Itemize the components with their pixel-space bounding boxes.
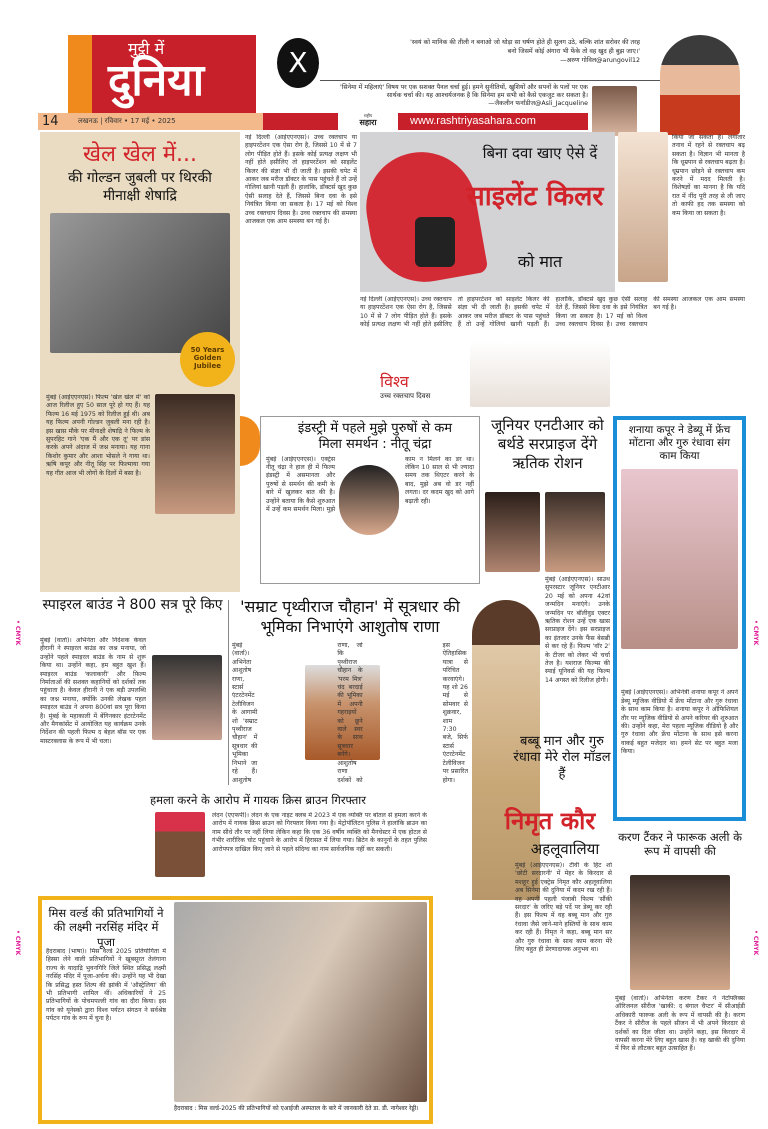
tweet-author: —अरुण गोविल@arungovil12 xyxy=(560,57,640,64)
khel-subtitle: की गोल्डन जुबली पर थिरकी मीनाक्षी शेषाद्रि xyxy=(68,170,212,204)
nimrat-name2: अहलूवालिया xyxy=(530,840,600,858)
jacqueline-photo xyxy=(592,86,637,136)
tweet-text: 'सिनेमा में महिलाएं' विषय पर एक सशक्त पैनल चर्चा हुई। हमने सुनीतियों, खुशियों और सपनों के पलों पर एक सार्थक चर्चा की। यह आश्चर्यजनक है कि सिनेमा हम सभी को कैसे एकजुट कर सकता है। xyxy=(340,84,588,99)
tag-world: विश्व xyxy=(380,372,409,391)
missworld-photo xyxy=(174,902,427,1102)
tweet-author: —जैकलीन फर्नांडीज@Asli_Jacqueline xyxy=(488,100,588,107)
silent-body-2: किया जा सकता है। लगातार तनाव में रहने से रक्तचाप बढ़ सकता है। विज्ञान भी मानता है कि धूम्रपान से रक्तचाप बढ़ता है। धूम्रपान छोड़ने से रक्तचाप कम करने में मदद मिलती है। विशेषज्ञों का मानना है कि यदि रात में नींद पूरी तरह से ली जाए तो काफी हद तक समस्या को कम किया जा सकता है। xyxy=(672,134,745,217)
ashutosh-body: मुंबई (वार्ता)। अभिनेता आशुतोष राणा, स्टार्स एंटरटेनमेंट टेलीविजन के आगामी शो 'सम्राट पृथ्वीराज चौहान' में सूत्रधार की भूमिका निभाने जा रहे हैं। आशुतोष राणा, जो कि पृथ्वीराज चौहान के 'परम मित्र' चंद बरदाई की भूमिका में अपनी गहराइयों को छूने वाले स्वर के साथ सूत्रधार बनेंगे। आशुतोष राणा दर्शकों को इस ऐतिहासिक यात्रा से परिचित करवाएंगे। यह शो 26 मई से सोमवार से शुक्रवार, शाम 7:30 बजे, सिर्फ स्टार्स एंटरटेनमेंट टेलीविजन पर प्रसारित होगा। xyxy=(232,642,468,784)
missworld-title: मिस वर्ल्ड की प्रतिभागियों ने की लक्ष्मी नरसिंह मंदिर में पूजा xyxy=(48,906,164,949)
brand-box xyxy=(338,113,398,130)
cmyk-mark: • CMYK xyxy=(752,930,759,956)
masthead-orange-strip xyxy=(68,35,92,113)
chris-title: हमला करने के आरोप में गायक क्रिस ब्राउन गिरफ्तार xyxy=(150,793,366,807)
x-logo: X xyxy=(277,38,319,88)
tweet-2 xyxy=(340,84,588,108)
silent-line2: साइलेंट किलर xyxy=(466,181,604,212)
masthead xyxy=(68,35,256,113)
khel-body: मुंबई (आईएएनएस)। फिल्म 'खेल खेल में' को आज रिलीज हुए 50 साल पूरे हो गए हैं। यह फिल्म 16 मई 1975 को रिलीज हुई थी। अब यह फिल्म अपनी गोल्डन जुबली मना रही है। इस खास मौके पर मीनाक्षी शेषाद्रि ने फिल्म के सुपरहिट गाने 'एक मैं और एक तू' पर डांस करके अपने अंदाज में जश्न मनाया। यह गाना किशोर कुमार और आशा भोसले ने गाया था। ऋषि कपूर और नीतू सिंह पर फिल्माया गया यह गीत आज भी लोगों के दिलों में बसा है। xyxy=(46,394,150,477)
dateline: लखनऊ | रविवार • 17 मई • 2025 xyxy=(78,117,176,125)
silent-body-1: नई दिल्ली (आईएएनएस)। उच्च रक्तचाप या हाइपरटेंशन एक ऐसा रोग है, जिससे 10 में से 7 लोग पीड़ित होते हैं। इसके कोई प्रत्यक्ष लक्षण भी नहीं होते इसीलिए तो हाइपरटेंशन को साइलेंट किलर की संज्ञा भी दी जाती है। इसकी चपेट में आकर जब मरीज डॉक्टर के पास पहुंचते हैं तो उन्हें गोलियां खानी पड़ती हैं। हालांकि, डॉक्टर्स खुद कुछ ऐसी सलाह देते हैं, जिससे बिना दवा के इसे नियंत्रित किया जा सकता है। 17 मई को विश्व उच्च रक्तचाप दिवस है। उच्च रक्तचाप की समस्या आजकल एक आम समस्या बन गई है। xyxy=(245,134,357,226)
silent-line1: बिना दवा खाए ऐसे दें xyxy=(482,144,598,162)
cmyk-mark: • CMYK xyxy=(14,620,21,646)
neetu-title: इंडस्ट्री में पहले मुझे पुरुषों से कम मिला समर्थन : नीतू चंद्रा xyxy=(297,421,453,453)
woman-exercise-photo xyxy=(618,132,668,282)
spiral-photo xyxy=(152,655,222,740)
spiral-body: मुंबई (वार्ता)। अभिनेता और निर्देशक केवल हीरानी ने स्पाइरल बाउंड का जश्न मनाया, जो उन्होंने पहले स्पाइरल बाउंड के नाम से शुरू किया था। उन्होंने कहा, हम बहुत खुश हैं। स्पाइरल बाउंड 'कलाकारी' और फ़िल्म निर्माताओं की सशक्त कहानियों को दर्शकों तक पहुंचाता है। केवल हीरानी ने एक बड़ी उपलब्धि का जश्न मनाया, क्योंकि उनकी लेखक पहल स्पाइरल बाउंड ने अपना 800वां सत्र पूरा किया है। मुंबई के महाकाली में बेंगिनकार इंटरटेनमेंट और मैगकांसेंट में आयोजित यह कार्यक्रम उनके निर्देशन की पहली फिल्म द बेहल बॉस पर एक मास्टरक्लास के रूप में भी चला। xyxy=(40,637,146,745)
missworld-caption: हैदराबाद : मिस वर्ल्ड-2025 की प्रतिभागियों को एआईजी अस्पताल के बारे में जानकारी देते डा. डी. नागेश्वर रेड्डी। xyxy=(174,1105,419,1112)
meenakshi-photo xyxy=(155,394,235,514)
golden-jubilee-badge: 50 Years Golden Jubilee xyxy=(180,332,235,387)
ntr-photo xyxy=(485,492,540,572)
khel-article xyxy=(40,132,240,592)
tag-hypertension-day: उच्च रक्तचाप दिवस xyxy=(380,392,431,400)
ntr-body: मुंबई (आईएएनएस)। साउथ सुपरस्टार जूनियर एनटीआर 20 मई को अपना 42वां जन्मदिन मनाएंगे। उनके जन्मदिन पर बॉलीवुड एक्टर ऋतिक रोशन उन्हें एक खास सरप्राइज देंगे। इस सरप्राइज का इंतजार उनके फैंस बेसब्री से कर रहे हैं। फिल्म 'वॉर 2' के टीजर को लेकर भी चर्चा तेज है। यशराज फिल्म्स की स्पाई यूनिवर्स की यह फिल्म 14 अगस्त को रिलीज होगी। xyxy=(545,576,610,684)
chris-body: लंदन (एएफपी)। लंदन के एक नाइट क्लब में 2023 में एक व्यक्ति पर बोतल से हमला करने के आरोप में गायक क्रिस ब्राउन को गिरफ्तार किया गया है। मेट्रोपॉलिटन पुलिस ने हालांकि ब्राउन का नाम सीधे तौर पर नहीं लिया लेकिन कहा कि एक 36 वर्षीय व्यक्ति को मैनचेस्टर में एक होटल से गंभीर शारीरिक चोट पहुंचाने के आरोप में हिरासत में लिया गया। ब्रिटेन के कानूनों के तहत पुलिस आरोपपत्र दाखिल किए जाने से पहले संदिग्ध का नाम सार्वजनिक नहीं कर सकती। xyxy=(212,812,427,853)
date-bar xyxy=(38,113,588,130)
silent-body-3: नई दिल्ली (आईएएनएस)। उच्च रक्तचाप या हाइपरटेंशन एक ऐसा रोग है, जिससे 10 में से 7 लोग पीड़ित होते हैं। इसके कोई प्रत्यक्ष लक्षण भी नहीं होते इसीलिए तो हाइपरटेंशन को साइलेंट किलर की संज्ञा भी दी जाती है। इसकी चपेट में आकर जब मरीज डॉक्टर के पास पहुंचते हैं तो उन्हें गोलियां खानी पड़ती हैं। हालांकि, डॉक्टर्स खुद कुछ ऐसी सलाह देते हैं, जिससे बिना दवा के इसे नियंत्रित किया जा सकता है। 17 मई को विश्व उच्च रक्तचाप दिवस है। उच्च रक्तचाप की समस्या आजकल एक आम समस्या बन गई है। xyxy=(360,296,745,329)
neetu-photo xyxy=(339,465,399,535)
yoga-photo xyxy=(470,342,610,407)
cmyk-mark: • CMYK xyxy=(752,620,759,646)
chris-brown-photo xyxy=(155,812,205,877)
page-number: 14 xyxy=(42,114,59,129)
world-day-tag xyxy=(380,370,430,401)
karan-title: करण टैंकर ने फारूक अली के रूप में वापसी की xyxy=(618,830,742,859)
hrithik-photo xyxy=(545,492,605,572)
karan-body: मुंबई (वार्ता)। अभिनेता करण टैंकर ने नेटफ्लिक्स ऑरिजनल सीरीज 'खाकी: द बंगाल चैप्टर' में सीआईडी अधिकारी फारूक अली के रूप में वापसी की है। करण टैंकर ने सीरीज के पहले सीजन में भी अपने किरदार से दर्शकों का दिल जीता था। उन्होंने कहा, इस किरदार में वापसी करना मेरे लिए बहुत खास है। वह खाकी की दुनिया में फिर से लौटकर बहुत उत्साहित हैं। xyxy=(615,995,745,1053)
column-divider xyxy=(228,600,229,785)
cmyk-mark: • CMYK xyxy=(14,930,21,956)
silent-line3: को मात xyxy=(517,252,563,271)
neetu-body: मुंबई (आईएएनएस)। एक्ट्रेस नीतू चंद्रा ने हाल ही में फिल्म इंडस्ट्री में असमानता और पुरुषों से समर्थन की कमी के बारे में खुलकर बात की है। उन्होंने बताया कि कैसे शुरुआत में उन्हें कम समर्थन मिला। मुझे काम न मिलने का डर था। लेकिन 10 साल से भी ज्यादा समय तक थिएटर करने के बाद, मुझे अब वो डर नहीं लगता। दर कदम खुद को आगे बढ़ाती रही। xyxy=(266,455,474,513)
spiral-title: स्पाइरल बाउंड ने 800 सत्र पूरे किए xyxy=(42,597,223,613)
shanaya-photo xyxy=(621,469,738,649)
masthead-small: मुट्ठी में xyxy=(128,39,165,58)
tweet-1 xyxy=(410,38,640,65)
karan-photo xyxy=(630,875,730,990)
ntr-title: जूनियर एनटीआर को बर्थडे सरप्राइज देंगे ऋतिक रोशन xyxy=(491,416,604,472)
nimrat-body: मुंबई (आईएएनएस)। टीवी के हिट शो 'छोटी सरदारनी' में मेहर के किरदार से मशहूर हुई एक्ट्रेस निमृत कौर अहलूवालिया अब सिनेमा की दुनिया में कदम रख रही हैं। वह अपनी पहली पंजाबी फिल्म 'सौंकी सरदार' के जरिए बड़े पर्दे पर डेब्यू कर रही हैं। इस फिल्म में वह बब्बू मान और गुरु रंधावा जैसे जाने-माने हस्तियों के साथ काम कर रही हैं। निमृत ने कहा, बब्बू मान सर और गुरु रंधावा के साथ काम करना मेरे लिए बहुत ही प्रेरणादायक अनुभव था। xyxy=(515,862,612,954)
shanaya-title: शनाया कपूर ने डेब्यू में फ्रेंच मोंटाना और गुरु रंधावा संग काम किया xyxy=(628,424,731,463)
nimrat-quote: बब्बू मान और गुरु रंधावा मेरे रोल मॉडल हैं xyxy=(513,734,611,782)
neetu-article xyxy=(260,416,480,584)
missworld-article xyxy=(38,896,433,1124)
brand-small: राष्ट्रीय xyxy=(363,113,373,118)
missworld-body: हैदराबाद (भाषा)। मिस वर्ल्ड 2025 प्रतियोगिता में हिस्सा लेने वाली प्रतिभागियों ने खूबसूरत तेलंगाना राज्य के यादाद्रि भुवनगिरि जिले स्थित प्रसिद्ध लक्ष्मी नरसिंह मंदिर में पूजा-अर्चना की। उन्होंने यह भी देखा कि प्रसिद्ध हस्त शिल्प की झांकी में 'ऑस्ट्रेलिया' की भी प्रतिभागी शामिल थीं। अधिकारियों ने 25 प्रतिभागियों के पोचमपल्ली गांव का दौरा किया। इस गांव को यूनेस्को द्वारा विश्व पर्यटन संगठन ने सर्वश्रेष्ठ पर्यटन गांव के रूप में चुना है। xyxy=(46,948,166,1023)
ashutosh-title: 'सम्राट पृथ्वीराज चौहान' में सूत्रधार की भूमिका निभाएंगे आशुतोष राणा xyxy=(240,597,460,636)
orange-circle-decor xyxy=(240,416,260,466)
website-link[interactable]: www.rashtriyasahara.com xyxy=(410,115,536,127)
nimrat-name1: निमृत कौर xyxy=(504,807,596,835)
masthead-big: दुनिया xyxy=(108,55,205,106)
arun-govil-photo xyxy=(660,35,740,135)
brand-name: सहारा xyxy=(359,118,377,127)
shanaya-article xyxy=(613,416,746,821)
silent-killer-graphic xyxy=(360,132,615,292)
bp-monitor-graphic xyxy=(415,217,455,267)
khel-title: खेल खेल में... xyxy=(83,142,197,167)
shanaya-body: मुंबई (आईएएनएस)। अभिनेत्री शनाया कपूर ने अपने डेब्यू म्यूजिक वीडियो में फ्रेंच मोंटाना और गुरु रंधावा के साथ काम किया है। शनाया कपूर ने ऑफिशियल तौर पर म्यूजिक वीडियो से अपने करियर की शुरुआत की। उन्होंने कहा, मेरा पहला म्यूजिक वीडियो है और गुरु रंधावा और फ्रेंच मोंटाना के साथ इसे करना वाकई बहुत मजेदार था। हमने सेट पर बहुत मजा किया। xyxy=(621,689,738,756)
tweet-text: 'स्वयं को मानिक की तीली न बनाओ जो थोड़ा सा घर्षण होते ही सुलग उठे, बल्कि शांत सरोवर की तरह बनो जिसमें कोई अंगारा भी फेंके तो वह खुद ही बुझ जाए।' xyxy=(410,39,640,55)
divider xyxy=(320,80,662,81)
